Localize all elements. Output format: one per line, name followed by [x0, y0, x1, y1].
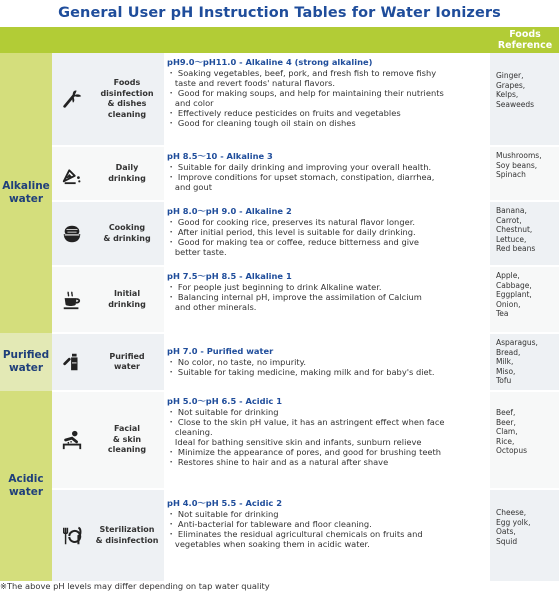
description-cell [164, 53, 490, 145]
use-label: Purified water [109, 351, 145, 371]
use-label: Sterilization & disinfection [95, 525, 159, 545]
foods-reference: Apple, Cabbage, Eggplant, Onion, Tea [496, 271, 532, 318]
group-alkaline: Alkaline water [0, 53, 52, 333]
use-label: Initial drinking [108, 289, 146, 309]
description-cell [164, 490, 490, 581]
bullet: ・ Suitable for daily drinking and improving your overall health. [167, 162, 432, 172]
bullet: vegetables when soaking them in acidic water. [167, 539, 370, 549]
group-purified: Purified water [0, 333, 52, 391]
foods-reference: Banana, Carrot, Chestnut, Lettuce, Red beans [496, 206, 536, 253]
bullet: and color [167, 98, 214, 108]
bullet: ・ Close to the skin pH value, it has an astringent effect when face [167, 417, 445, 427]
description-cell [164, 267, 490, 332]
table-header [0, 27, 559, 53]
vegetable-icon [52, 53, 92, 145]
bullet: cleaning. [167, 427, 213, 437]
bullet: ・ Minimize the appearance of pores, and good for brushing teeth [167, 447, 442, 457]
bullet-list [167, 357, 487, 377]
description-cell [164, 147, 490, 200]
table-row [52, 53, 559, 146]
page-title: General User pH Instruction Tables for Water Ionizers [58, 5, 501, 21]
bullet: better taste. [167, 247, 227, 257]
foods-reference-header: Foods Reference [497, 29, 553, 51]
tea-cup-icon [52, 267, 92, 332]
bullet: ・ Good for making soups, and help for maintaining their nutrients [167, 88, 444, 98]
pouring-glass-icon [52, 147, 92, 200]
bullet: ・ Eliminates the residual agricultural chemicals on fruits and [167, 529, 423, 539]
bullet-list [167, 509, 487, 549]
ph-title: pH 7.0 - Purified water [167, 346, 274, 356]
use-label: Cooking & drinking [103, 223, 151, 243]
table-row [52, 490, 559, 581]
use-label: Daily drinking [108, 163, 146, 183]
cutlery-icon [52, 490, 92, 581]
bullet: ・ After initial period, this level is suitable for daily drinking. [167, 227, 416, 237]
face-washing-icon [52, 392, 92, 488]
bullet: ・ Anti-bacterial for tableware and floor cleaning. [167, 519, 372, 529]
group-acidic: Acidic water [0, 391, 52, 581]
use-label: Facial & skin cleaning [107, 424, 147, 455]
bottle-icon [52, 334, 92, 390]
bullet: ・ Not suitable for drinking [167, 407, 279, 417]
ph-title: pH 7.5〜pH 8.5 - Alkaline 1 [167, 271, 292, 281]
table-row [52, 267, 559, 333]
foods-reference: Ginger, Grapes, Kelps, Seaweeds [496, 71, 535, 109]
table-row [52, 334, 559, 391]
bullet-list [167, 217, 487, 257]
foods-reference: Mushrooms, Soy beans, Spinach [496, 151, 542, 179]
bullet: and other minerals. [167, 302, 257, 312]
bullet: Ideal for bathing sensitive skin and infants, sunburn relieve [167, 437, 422, 447]
bullet: ・ Restores shine to hair and as a natural after shave [167, 457, 389, 467]
bullet-list [167, 68, 487, 128]
ph-title: pH 4.0〜pH 5.5 - Acidic 2 [167, 498, 283, 508]
bullet: ・ No color, no taste, no impurity. [167, 357, 307, 367]
foods-reference: Beef, Beer, Clam, Rice, Octopus [496, 408, 527, 455]
rice-bowl-icon [52, 202, 92, 265]
bullet-list [167, 162, 487, 192]
ph-title: pH 5.0〜pH 6.5 - Acidic 1 [167, 396, 283, 406]
foods-reference: Cheese, Egg yolk, Oats, Squid [496, 508, 531, 546]
use-label: Foods disinfection & dishes cleaning [100, 78, 154, 119]
bullet: ・ Suitable for taking medicine, making milk and for baby's diet. [167, 367, 435, 377]
bullet: ・ Effectively reduce pesticides on fruits and vegetables [167, 108, 401, 118]
bullet: ・ Good for cooking rice, preserves its natural flavor longer. [167, 217, 415, 227]
description-cell [164, 202, 490, 265]
bullet: ・ Improve conditions for upset stomach, constipation, diarrhea, [167, 172, 435, 182]
bullet-list [167, 282, 487, 312]
bullet: ・ Balancing internal pH, improve the assimilation of Calcium [167, 292, 422, 302]
bullet: ・ For people just beginning to drink Alkaline water. [167, 282, 382, 292]
table-row [52, 147, 559, 201]
description-cell [164, 334, 490, 390]
table-row [52, 202, 559, 266]
table-row [52, 392, 559, 489]
description-cell [164, 392, 490, 488]
footnote: ※The above pH levels may differ depending on tap water quality [0, 581, 270, 591]
bullet: taste and revert foods' natural flavors. [167, 78, 336, 88]
bullet: ・ Good for cleaning tough oil stain on dishes [167, 118, 356, 128]
bullet: ・ Good for making tea or coffee, reduce bitterness and give [167, 237, 420, 247]
foods-reference: Asparagus, Bread, Milk, Miso, Tofu [496, 338, 538, 385]
ph-title: pH 8.0〜pH 9.0 - Alkaline 2 [167, 206, 292, 216]
bullet: ・ Not suitable for drinking [167, 509, 279, 519]
bullet: ・ Soaking vegetables, beef, pork, and fresh fish to remove fishy [167, 68, 437, 78]
ph-title: pH 8.5〜10 - Alkaline 3 [167, 151, 273, 161]
bullet-list [167, 407, 487, 467]
ph-title: pH9.0〜pH11.0 - Alkaline 4 (strong alkaline) [167, 57, 373, 67]
bullet: and gout [167, 182, 213, 192]
